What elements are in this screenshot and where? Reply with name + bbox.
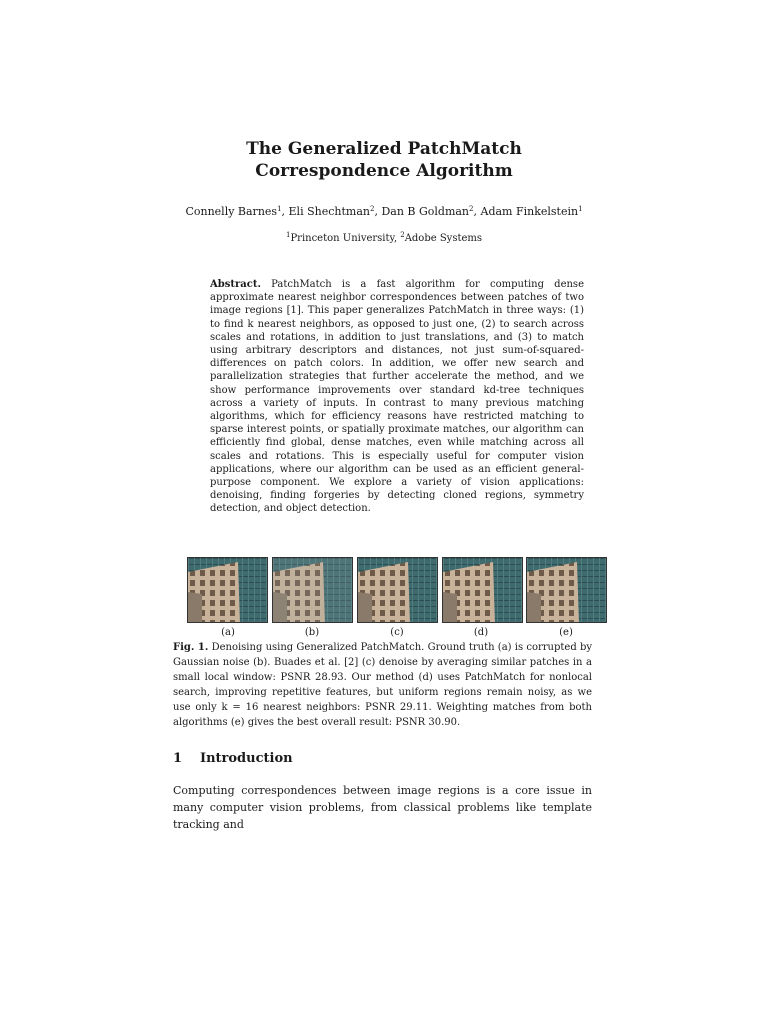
author-list: Connelly Barnes$^1$, Eli Shechtman$^2$, Dan B Goldman$^2$, Adam Finkelstein$^1$ — [185, 205, 583, 218]
paper-title-line-2: Correspondence Algorithm — [255, 161, 513, 181]
figure-image-b — [272, 557, 353, 623]
figure-image-d — [442, 557, 523, 623]
affiliation-mark: 1 — [285, 231, 291, 239]
affiliation-list: $^1$Princeton University, $^2$Adobe Systems — [285, 231, 483, 244]
affiliation-name: Adobe Systems — [404, 233, 483, 244]
affiliation-mark: 2 — [400, 231, 405, 239]
author-name: Eli Shechtman — [288, 205, 370, 218]
body-paragraph: Computing correspondences between image regions is a core issue in many computer vision problems, from classical problems like template tracking and — [173, 784, 592, 831]
abstract — [210, 278, 584, 516]
abstract-label: Abstract. — [210, 279, 261, 290]
author-affiliation-mark: 2 — [369, 205, 375, 213]
author-name: Adam Finkelstein — [480, 205, 579, 218]
figure-image-e — [526, 557, 607, 623]
author-affiliation-mark: 2 — [469, 205, 474, 213]
author-affiliation-mark: 1 — [578, 205, 583, 213]
figure-image-a — [187, 557, 268, 623]
author-name: Dan B Goldman — [381, 205, 470, 218]
figure-sublabel-b: (b) — [304, 627, 320, 638]
figure-sublabel-a: (a) — [221, 627, 235, 638]
abstract-text: PatchMatch is a fast algorithm for computing dense approximate nearest neighbor correspondences between patches of two image regions [1]. This paper generalizes PatchMatch in three ways: (1) to find k nearest neighbors, as opposed to just one, (2) to search across scales and rotations, in addition to just translations, and (3) to match using arbitrary descriptors and distances, not just sum-of-squared-differences on patch colors. In addition, we offer new search and parallelization strategies that further accelerate the method, and we show performance improvements over standard kd-tree techniques across a variety of inputs. In contrast to many previous matching algorithms, which for efficiency reasons have restricted matching to sparse interest points, or spatially proximate matches, our algorithm can efficiently find global, dense matches, even while matching across all scales and rotations. This is especially useful for computer vision applications, where our algorithm can be used as an efficient general-purpose component. We explore a variety of vision applications: denoising, finding forgeries by detecting cloned regions, symmetry detection, and object detection. — [210, 279, 584, 515]
figure-sublabel-d: (d) — [473, 627, 489, 638]
section-heading — [173, 751, 293, 766]
figure-sublabel-c: (c) — [390, 627, 404, 638]
figure-sublabel-e: (e) — [559, 627, 573, 638]
author-affiliation-mark: 1 — [277, 205, 282, 213]
paper-title-line-1: The Generalized PatchMatch — [246, 139, 522, 159]
affiliation-name: Princeton University — [290, 233, 394, 244]
figure-image-c — [357, 557, 438, 623]
caption-text: Denoising using Generalized PatchMatch. Ground truth (a) is corrupted by Gaussian noise (b). Buades et al. [2] (c) denoise by averaging similar patches in a small local window: PSNR 28.93. Our method (d) uses PatchMatch for nonlocal search, improving repetitive features, but uniform regions remain noisy, as we use only k = 16 nearest neighbors: PSNR 29.11. Weighting matches from both algorithms (e) gives the best overall result: PSNR 30.90. — [173, 642, 592, 728]
figure-1-images — [187, 557, 607, 623]
figure-1-caption — [173, 640, 592, 730]
author-name: Connelly Barnes — [185, 205, 278, 218]
section-number: 1 — [173, 751, 183, 766]
section-title: Introduction — [200, 751, 293, 766]
caption-label: Fig. 1. — [173, 642, 209, 653]
